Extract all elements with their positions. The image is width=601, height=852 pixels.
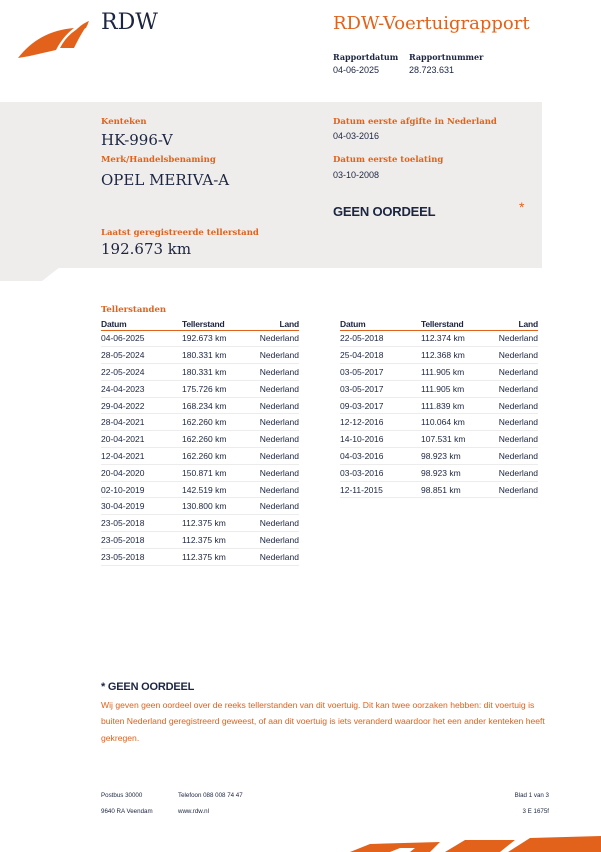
note-title: * GEEN OORDEEL — [101, 681, 195, 693]
reading-country: Nederland — [252, 347, 299, 364]
reading-date: 23-05-2018 — [101, 515, 182, 532]
reading-value: 168.234 km — [182, 397, 252, 414]
reading-country: Nederland — [491, 414, 538, 431]
reading-value: 112.375 km — [182, 548, 252, 565]
footer-address-line1: Postbus 30000 — [101, 792, 143, 799]
reading-value: 98.923 km — [421, 464, 491, 481]
reading-date: 23-05-2018 — [101, 548, 182, 565]
reading-value: 150.871 km — [182, 464, 252, 481]
report-date-label: Rapportdatum — [333, 52, 399, 62]
make-label: Merk/Handelsbenaming — [101, 155, 216, 165]
reading-country: Nederland — [252, 548, 299, 565]
reading-date: 03-03-2016 — [340, 464, 421, 481]
reading-value: 192.673 km — [182, 330, 252, 347]
reading-country: Nederland — [491, 364, 538, 381]
reading-value: 162.260 km — [182, 431, 252, 448]
band-notch — [0, 267, 542, 281]
reading-date: 03-05-2017 — [340, 380, 421, 397]
reading-value: 112.375 km — [182, 532, 252, 549]
col-date-header: Datum — [101, 319, 182, 330]
table-row — [101, 481, 299, 498]
reading-value: 98.851 km — [421, 481, 491, 498]
reading-date: 22-05-2018 — [340, 330, 421, 347]
table-row — [101, 464, 299, 481]
reading-country: Nederland — [252, 364, 299, 381]
reading-date: 12-12-2016 — [340, 414, 421, 431]
reading-country: Nederland — [252, 515, 299, 532]
reading-value: 107.531 km — [421, 431, 491, 448]
readings-body-left — [101, 330, 299, 565]
plate-label: Kenteken — [101, 117, 147, 127]
note-text: Wij geven geen oordeel over de reeks tellerstanden van dit voertuig. Dit kan twee oorzaken hebben: dit voertuig is buiten Nederland geregistreerd geweest, of aan dit voertuig is iets veranderd waardoor het een ander kenteken heeft gekregen. — [101, 700, 545, 743]
reading-value: 180.331 km — [182, 347, 252, 364]
reading-date: 02-10-2019 — [101, 481, 182, 498]
verdict-text: GEEN OORDEEL — [333, 204, 436, 219]
table-row — [340, 464, 538, 481]
table-row — [340, 481, 538, 498]
table-row — [101, 397, 299, 414]
reading-date: 12-11-2015 — [340, 481, 421, 498]
reading-country: Nederland — [491, 380, 538, 397]
table-row — [101, 548, 299, 565]
footer-address-line2: 9640 RA Veendam — [101, 808, 153, 815]
col-country-header: Land — [252, 319, 299, 330]
reading-date: 30-04-2019 — [101, 498, 182, 515]
reading-value: 162.260 km — [182, 448, 252, 465]
reading-country: Nederland — [252, 532, 299, 549]
table-row — [101, 364, 299, 381]
reading-date: 25-04-2018 — [340, 347, 421, 364]
reading-country: Nederland — [252, 448, 299, 465]
col-reading-header: Tellerstand — [421, 319, 491, 330]
reading-value: 162.260 km — [182, 414, 252, 431]
first-admission-label: Datum eerste toelating — [333, 155, 444, 165]
footer-page-number: Blad 1 van 3 — [514, 792, 549, 799]
report-title: RDW-Voertuigrapport — [333, 13, 530, 34]
reading-date: 23-05-2018 — [101, 532, 182, 549]
reading-value: 111.905 km — [421, 364, 491, 381]
readings-body-right — [340, 330, 538, 498]
reading-date: 28-04-2021 — [101, 414, 182, 431]
reading-date: 04-06-2025 — [101, 330, 182, 347]
reading-date: 12-04-2021 — [101, 448, 182, 465]
report-number: 28.723.631 — [409, 65, 455, 75]
table-header-row — [340, 319, 538, 330]
reading-date: 28-05-2024 — [101, 347, 182, 364]
reading-country: Nederland — [252, 414, 299, 431]
report-date: 04-06-2025 — [333, 65, 380, 75]
reading-value: 111.839 km — [421, 397, 491, 414]
readings-table-left — [101, 319, 299, 566]
reading-date: 03-05-2017 — [340, 364, 421, 381]
col-country-header: Land — [491, 319, 538, 330]
reading-value: 112.374 km — [421, 330, 491, 347]
reading-date: 04-03-2016 — [340, 448, 421, 465]
first-issue-nl-label: Datum eerste afgifte in Nederland — [333, 117, 497, 127]
reading-value: 110.064 km — [421, 414, 491, 431]
reading-value: 112.375 km — [182, 515, 252, 532]
reading-value: 111.905 km — [421, 380, 491, 397]
reading-value: 142.519 km — [182, 481, 252, 498]
reading-date: 20-04-2020 — [101, 464, 182, 481]
verdict-star: * — [519, 199, 525, 215]
reading-country: Nederland — [252, 431, 299, 448]
reading-value: 98.923 km — [421, 448, 491, 465]
table-row — [101, 515, 299, 532]
table-row — [340, 431, 538, 448]
reading-date: 29-04-2022 — [101, 397, 182, 414]
table-row — [101, 330, 299, 347]
reading-date: 24-04-2023 — [101, 380, 182, 397]
table-row — [101, 532, 299, 549]
bottom-stripe-decoration — [330, 836, 601, 852]
reading-value: 112.368 km — [421, 347, 491, 364]
reading-country: Nederland — [491, 347, 538, 364]
reading-value: 130.800 km — [182, 498, 252, 515]
table-row — [340, 364, 538, 381]
reading-country: Nederland — [491, 448, 538, 465]
reading-date: 20-04-2021 — [101, 431, 182, 448]
footer-code: 3 E 1675f — [522, 808, 549, 815]
reading-date: 22-05-2024 — [101, 364, 182, 381]
first-issue-nl-date: 04-03-2016 — [333, 131, 380, 141]
footer-web[interactable]: www.rdw.nl — [178, 808, 209, 815]
table-row — [101, 380, 299, 397]
brand-name: RDW — [101, 10, 158, 35]
table-row — [101, 498, 299, 515]
col-reading-header: Tellerstand — [182, 319, 252, 330]
table-row — [340, 347, 538, 364]
odometer-value: 192.673 km — [101, 240, 192, 258]
reading-country: Nederland — [252, 481, 299, 498]
reading-date: 09-03-2017 — [340, 397, 421, 414]
table-row — [340, 380, 538, 397]
report-number-label: Rapportnummer — [409, 52, 484, 62]
table-row — [340, 448, 538, 465]
reading-country: Nederland — [491, 431, 538, 448]
reading-date: 14-10-2016 — [340, 431, 421, 448]
license-plate: HK-996-V — [101, 131, 173, 149]
reading-country: Nederland — [252, 397, 299, 414]
reading-country: Nederland — [252, 498, 299, 515]
reading-country: Nederland — [252, 330, 299, 347]
table-row — [101, 431, 299, 448]
col-date-header: Datum — [340, 319, 421, 330]
rdw-logo-icon — [16, 20, 90, 62]
reading-country: Nederland — [252, 464, 299, 481]
reading-country: Nederland — [252, 380, 299, 397]
first-admission-date: 03-10-2008 — [333, 170, 380, 180]
table-row — [101, 347, 299, 364]
reading-value: 175.726 km — [182, 380, 252, 397]
table-row — [340, 414, 538, 431]
reading-country: Nederland — [491, 397, 538, 414]
table-row — [101, 448, 299, 465]
table-row — [340, 397, 538, 414]
table-header-row — [101, 319, 299, 330]
readings-title: Tellerstanden — [101, 305, 167, 315]
reading-country: Nederland — [491, 330, 538, 347]
vehicle-make: OPEL MERIVA-A — [101, 171, 230, 189]
table-row — [340, 330, 538, 347]
reading-country: Nederland — [491, 481, 538, 498]
table-row — [101, 414, 299, 431]
reading-country: Nederland — [491, 464, 538, 481]
odometer-label: Laatst geregistreerde tellerstand — [101, 228, 259, 238]
readings-table-right — [340, 319, 538, 498]
footer-phone: Telefoon 088 008 74 47 — [178, 792, 243, 799]
reading-value: 180.331 km — [182, 364, 252, 381]
